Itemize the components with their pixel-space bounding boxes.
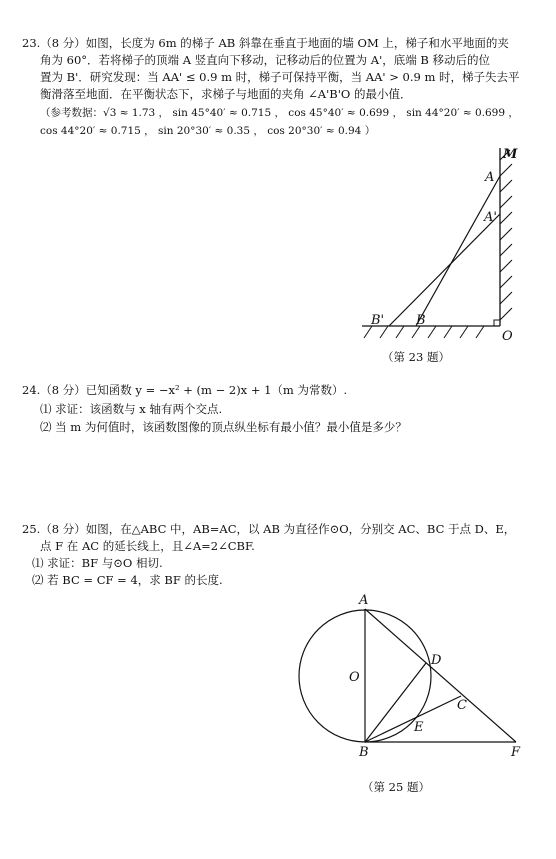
q23-line3: 置为 B'．研究发现：当 AA' ≤ 0.9 m 时，梯子可保持平衡，当 AA' > 0.9 m 时，梯子失去平 (40, 70, 520, 84)
label-B: B (416, 313, 426, 328)
label-B-prime: B' (371, 313, 385, 328)
label-M: M (503, 147, 518, 162)
q24-part1: ⑴ 求证：该函数与 x 轴有两个交点. (40, 402, 223, 416)
label-B: B (359, 745, 369, 760)
q23-reference-data-2: cos 44°20′ ≈ 0.715 ， sin 20°30′ ≈ 0.35 ， cos 20°30′ ≈ 0.94 ） (40, 125, 376, 137)
q25-part2: ⑵ 若 BC = CF = 4，求 BF 的长度. (32, 573, 223, 587)
q24-line1: 24.（8 分）已知函数 y = −x² + (m − 2)x + 1（m 为常数）. (22, 383, 348, 397)
q25-part1: ⑴ 求证：BF 与⊙O 相切. (32, 556, 163, 570)
label-E: E (414, 720, 424, 735)
line-ACF (365, 609, 516, 742)
label-D: D (431, 653, 442, 668)
label-C: C (457, 698, 467, 713)
q25-figure-caption: （第 25 题） (362, 780, 430, 794)
q23-line4: 衡滑落至地面．在平衡状态下，求梯子与地面的夹角 ∠A'B'O 的最小值． (40, 87, 412, 101)
q25-line1: 25.（8 分）如图，在△ABC 中，AB=AC，以 AB 为直径作⊙O，分别交 AC、BC 于点 D、E， (22, 522, 516, 536)
q23-figure-caption: （第 23 题） (382, 350, 450, 364)
q23-line1: 23.（8 分）如图，长度为 6m 的梯子 AB 斜靠在垂直于地面的墙 OM 上，梯子和水平地面的夹 (22, 36, 509, 50)
label-A: A (359, 593, 369, 608)
label-A-prime: A' (484, 210, 497, 225)
q24-part2: ⑵ 当 m 为何值时，该函数图像的顶点纵坐标有最小值？最小值是多少？ (40, 420, 407, 434)
label-O: O (349, 670, 360, 685)
label-F: F (511, 745, 521, 760)
label-A: A (485, 170, 495, 185)
q25-line2: 点 F 在 AC 的延长线上，且∠A=2∠CBF. (40, 539, 255, 553)
q23-reference-data-1: （参考数据：√3 ≈ 1.73 ， sin 45°40′ ≈ 0.715 ， cos 45°40′ ≈ 0.699 ， sin 44°20′ ≈ 0.699 ， (40, 107, 519, 119)
label-O: O (502, 329, 513, 344)
q23-line2: 角为 60°．若将梯子的顶端 A 竖直向下移动，记移动后的位置为 A'，底端 B 移动后的位 (40, 53, 491, 67)
segment-BC (365, 696, 461, 742)
